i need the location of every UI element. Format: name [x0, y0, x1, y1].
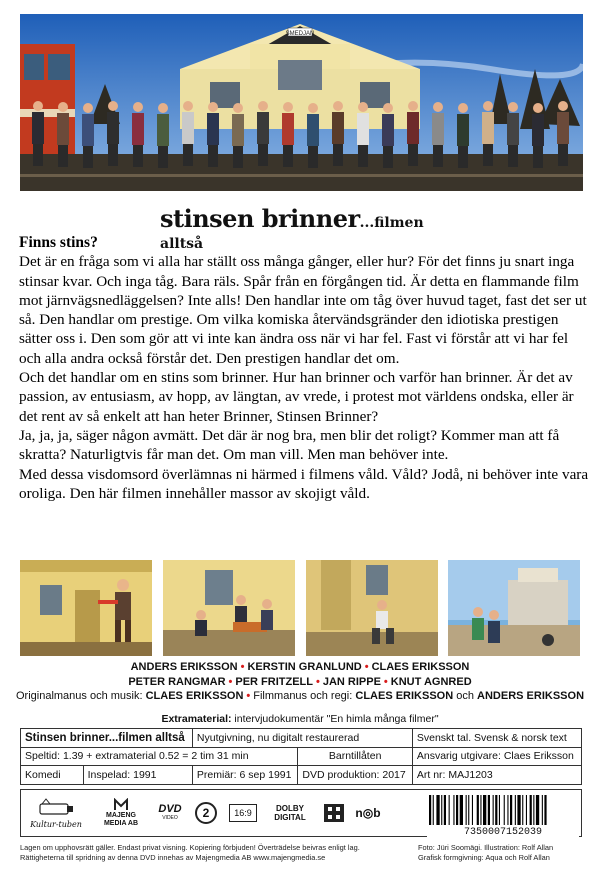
barcode-bar — [495, 795, 497, 825]
barcode-bar — [533, 795, 534, 825]
footer-legal — [20, 843, 360, 863]
footer-line: Rättigheterna till spridning av denna DVD innehas av Majengmedia AB www.majengmedia.se — [20, 853, 326, 862]
dvd-video-logo — [151, 804, 189, 822]
barcode-bar — [530, 795, 532, 825]
cast-name: KERSTIN GRANLUND — [247, 661, 362, 673]
cast-row: PETER RANGMAR • PER FRITZELL • JAN RIPPE • KNUT AGNRED — [128, 675, 472, 688]
nob-logo — [351, 806, 385, 820]
barcode-bar — [483, 795, 486, 825]
station-sign: SMEDJAN — [285, 31, 315, 37]
barcode-bar — [456, 795, 458, 825]
majeng-line1: MAJENG — [106, 812, 136, 819]
dolby-line1: DOLBY — [276, 804, 304, 813]
barcode-bar — [480, 795, 481, 825]
info-table — [20, 728, 582, 785]
aspect-label: 16:9 — [229, 804, 257, 822]
barcode-bar — [510, 795, 512, 825]
director-name: ANDERS ERIKSSON — [477, 690, 585, 702]
cast-credits — [0, 660, 600, 704]
info-title: Stinsen brinner...filmen alltså — [21, 729, 193, 748]
director-name: CLAES ERIKSSON — [355, 690, 454, 702]
majeng-logo — [91, 798, 151, 828]
still-photo — [163, 560, 297, 656]
dvd-label: DVD — [158, 803, 182, 815]
cast-name: PER FRITZELL — [235, 675, 313, 688]
crew-line: Originalmanus och musik: CLAES ERIKSSON • Filmmanus och regi: CLAES ERIKSSON och ANDERS ERIKSSON — [15, 690, 585, 702]
footer-line: Grafisk formgivning: Aqua och Rolf Allan — [418, 853, 550, 862]
footer-line: Lagen om upphovsrätt gäller. Endast privat visning. Kopiering förbjuden! Överträdelse beivras enligt lag. — [20, 843, 360, 852]
barcode-bar — [436, 795, 439, 825]
majeng-line2: MEDIA AB — [103, 820, 139, 827]
director-label: Filmmanus och regi: — [253, 690, 353, 702]
footer-credits — [418, 843, 553, 863]
extra-text: intervjudokumentär "En himla många filmer" — [234, 713, 439, 725]
barcode-bar — [544, 795, 546, 825]
synopsis-paragraph: Med dessa visdomsord överlämnas ni härmed i filmens våld. Våld? Jodå, ni behöver inte vara oroliga. Den här filmen innehåller massor av skojigt våld. — [19, 465, 589, 502]
barcode-bar — [449, 795, 450, 825]
barcode-bar — [477, 795, 479, 825]
aspect-ratio-badge — [223, 804, 263, 822]
barcode-bar — [453, 795, 454, 825]
info-row — [21, 729, 582, 748]
barcode-bar — [460, 795, 463, 825]
barcode-bar — [468, 795, 469, 825]
barcode-bar — [488, 795, 490, 825]
nob-label: n◎b — [355, 806, 381, 820]
barcode-bar — [493, 795, 494, 825]
barcode-bar — [522, 795, 523, 825]
info-article: Art nr: MAJ1203 — [412, 766, 581, 785]
title-logo — [160, 204, 460, 252]
region-icon — [189, 802, 223, 824]
barcode-bar — [499, 795, 500, 825]
info-edition: Nyutgivning, nu digitalt restaurerad — [192, 729, 412, 748]
barcode-bar — [526, 795, 527, 825]
info-rating: Barntillåten — [298, 747, 412, 766]
info-genre: Komedi — [21, 766, 84, 785]
cast-name: CLAES ERIKSSON — [371, 661, 470, 673]
cast-name: KNUT AGNRED — [390, 675, 472, 688]
synopsis-paragraph: Och det handlar om en stins som brinner. Hur han brinner och varför han brinner. Är det av passion, av entusiasm, av hopp, av längtan, av vrede, i protest mot världens ondska, eller är det rent av så enkelt att han heter Brinner, Stinsen Brinner? — [19, 369, 574, 425]
barcode-bar — [444, 795, 446, 825]
kulturtuben-logo — [21, 798, 91, 829]
footer-line: Foto: Jüri Soomägi. Illustration: Rolf Allan — [418, 843, 554, 852]
script-label: Originalmanus och musik: — [15, 690, 143, 702]
director-and: och — [456, 690, 474, 702]
barcode-bar — [504, 795, 505, 825]
info-dvd-production: DVD produktion: 2017 — [298, 766, 412, 785]
info-row — [21, 766, 582, 785]
cast-name: PETER RANGMAR — [128, 675, 226, 688]
barcode-bar — [515, 795, 516, 825]
still-photo — [20, 560, 154, 656]
barcode-bar — [507, 795, 508, 825]
barcode-bar — [536, 795, 539, 825]
synopsis-paragraph: Ja, ja, ja, säger någon avmätt. Det där är nog bra, men blir det roligt? Kommer man att få skratta? Naturligtvis får man det. Om man vill. Men man behöver inte. — [19, 426, 560, 464]
kulturtuben-label: Kultur-tuben — [30, 819, 82, 829]
dolby-digital-logo — [263, 804, 317, 822]
barcode-bar — [433, 795, 434, 825]
synopsis-paragraph: Det är en fråga som vi alla har ställt oss många gånger, eller hur? För det finns ju snart inga stinsar kvar. Och inga tåg. Bara räls. Spår från en förgången tid. Är detta en flammande film mot järnvägsnedläggelsen? Inte alls! Den handlar inte om tåg över huvud taget, fast det ser ut så. Den handlar om prestige. Om vilka komiska återvändsgränder den idiotiska prestigen sätter oss i. Den som gör att vi inte kan ändra oss när vi har fel. Fast vi förstår att vi har fel och alla andra också förstår det. Den prestigen handlar det om. — [19, 253, 587, 367]
cast-name: JAN RIPPE — [322, 675, 381, 688]
dvd-sub-label: VIDEO — [162, 815, 178, 821]
barcode-bar — [517, 795, 520, 825]
barcode-bar — [429, 795, 431, 825]
still-photo — [306, 560, 440, 656]
info-runtime: Speltid: 1.39 + extramaterial 0.52 = 2 tim 31 min — [21, 747, 298, 766]
barcode-bar — [472, 795, 473, 825]
extra-label: Extramaterial: — [161, 713, 232, 725]
info-publisher: Ansvarig utgivare: Claes Eriksson — [412, 747, 581, 766]
film-reel-icon — [317, 803, 351, 823]
title-logo-suffix: ...filmen alltså — [160, 215, 424, 252]
info-row — [21, 747, 582, 766]
film-stills — [20, 560, 582, 656]
synopsis-heading: Finns stins? — [19, 234, 98, 251]
info-recorded: Inspelad: 1991 — [83, 766, 192, 785]
info-language: Svenskt tal. Svensk & norsk text — [412, 729, 581, 748]
still-photo — [448, 560, 582, 656]
dolby-line2: DIGITAL — [274, 813, 306, 822]
cast-row: ANDERS ERIKSSON • KERSTIN GRANLUND • CLAES ERIKSSON — [130, 661, 470, 673]
title-logo-main: stinsen brinner — [160, 204, 360, 233]
barcode-bar — [466, 795, 467, 825]
synopsis — [19, 233, 589, 503]
barcode-bar — [441, 795, 442, 825]
extra-material — [0, 713, 600, 725]
hero-photo — [20, 14, 583, 191]
barcode-number: 7350007152039 — [427, 827, 579, 838]
script-name: CLAES ERIKSSON — [145, 690, 244, 702]
region-number: 2 — [195, 802, 217, 824]
info-premiere: Premiär: 6 sep 1991 — [192, 766, 298, 785]
barcode-bar — [542, 795, 543, 825]
cast-name: ANDERS ERIKSSON — [130, 661, 238, 673]
